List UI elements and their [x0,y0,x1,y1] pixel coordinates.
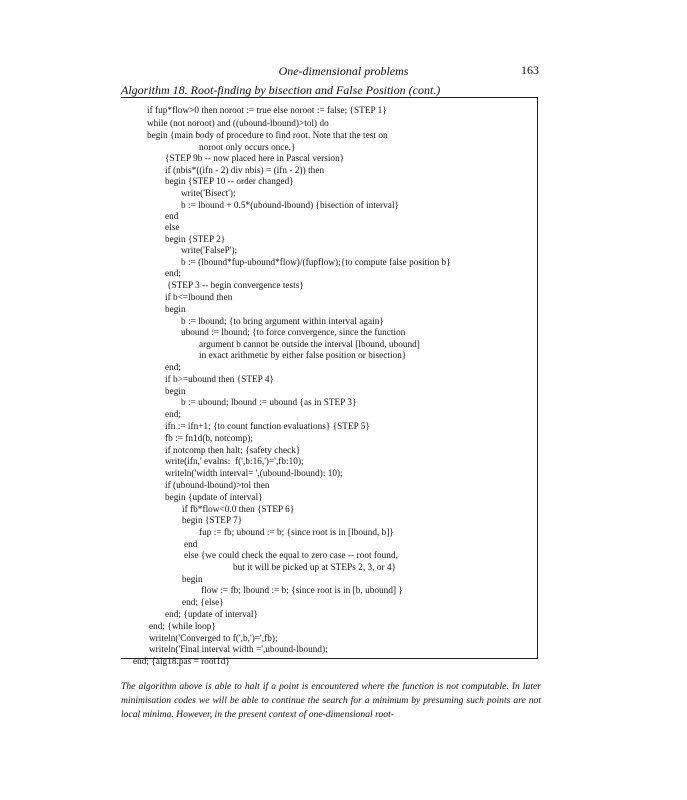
code-line: if b>=ubound then {STEP 4} [165,374,274,384]
algorithm-title: Algorithm 18. Root-finding by bisection and False Position (cont.) [121,83,441,97]
code-line: b := lbound + 0.5*(ubound-lbound) {bisection of interval} [181,200,400,210]
code-line: writeln('Final interval width =',ubound-lbound); [149,644,328,654]
code-line: begin {STEP 7} [182,515,243,525]
code-line: argument b cannot be outside the interval [lbound, ubound] [199,339,420,349]
code-line: end; [165,362,182,372]
code-line: if (ubound-lbound)>tol then [165,480,270,490]
code-line: flow := fb; lbound := b; {since root is in [b, ubound] } [201,585,403,595]
code-line: if fb*flow<0.0 then {STEP 6} [182,504,295,514]
code-line: begin [182,574,203,584]
code-line: noroot only occurs once.} [199,142,296,152]
code-line: {STEP 3 -- begin convergence tests} [167,280,304,290]
code-line: write(ifn,' evalns: f(',b:16,')=',fb:10); [165,456,304,466]
page-header-title: One-dimensional problems [278,64,409,78]
code-line: but it will be picked up at STEPs 2, 3, or 4} [233,562,397,572]
code-line: ifn := ifn+1; {to count function evaluations} {STEP 5} [165,421,370,431]
code-line: ubound := lbound; {to force convergence, since the function [181,327,406,337]
code-line: begin {main body of procedure to find root. Note that the test on [147,130,388,140]
code-line: end; {while loop} [149,621,216,631]
code-line: fb := fn1d(b, notcomp); [165,433,253,443]
code-line: begin {STEP 2} [165,234,226,244]
code-line: if fup*flow>0 then noroot := true else noroot := false; {STEP 1} [147,105,387,115]
code-line: b := (lbound*fup-ubound*flow)/(fupflow);{to compute false position b} [181,257,451,267]
code-line: fup := fb; ubound := b; {since root is in [lbound, b]} [199,527,394,537]
code-line: else [165,222,180,232]
code-line: b := ubound; lbound := ubound {as in STEP 3} [181,397,357,407]
code-line: writeln('width interval= ',(ubound-lbound): 10); [165,468,343,478]
code-line: end [165,211,179,221]
code-line: if (nbis*((ifn - 2) div nbis) = (ifn - 2)) then [165,165,325,175]
code-line: in exact arithmetic by either false position or bisection} [199,350,407,360]
code-line: begin [165,304,186,314]
code-line: begin [165,386,186,396]
code-line: end; {else} [182,597,224,607]
code-line: if notcomp then halt; {safety check} [165,445,301,455]
page-number: 163 [521,63,539,77]
code-line: end; [165,409,182,419]
code-line: write('Bisect'); [181,188,236,198]
code-line: else {we could check the equal to zero case -- root found, [184,550,398,560]
caption-paragraph: The algorithm above is able to halt if a point is encountered where the function is not computable. In later minimisation codes we will be able to continue the search for a minimum by presuming such points are not local minima. However, in the present context of one-dimensional root- [121,681,541,720]
code-line: end [184,539,198,549]
code-line: end; {alg18.pas = root1d} [133,656,230,666]
code-line: write('FalseP'); [181,245,238,255]
code-line: begin {update of interval} [165,492,263,502]
code-line: {STEP 9b -- now placed here in Pascal version} [165,153,345,163]
code-line: end; [165,268,182,278]
code-line: writeln('Converged to f(',b,')=',fb); [149,633,278,643]
code-line: if b<=lbound then [165,292,233,302]
code-line: while (not noroot) and ((ubound-lbound)>tol) do [147,118,329,128]
code-line: begin {STEP 10 -- order changed} [165,176,294,186]
code-line: b := lbound; {to bring argument within interval again} [181,316,384,326]
code-line: end; {update of interval} [165,609,258,619]
